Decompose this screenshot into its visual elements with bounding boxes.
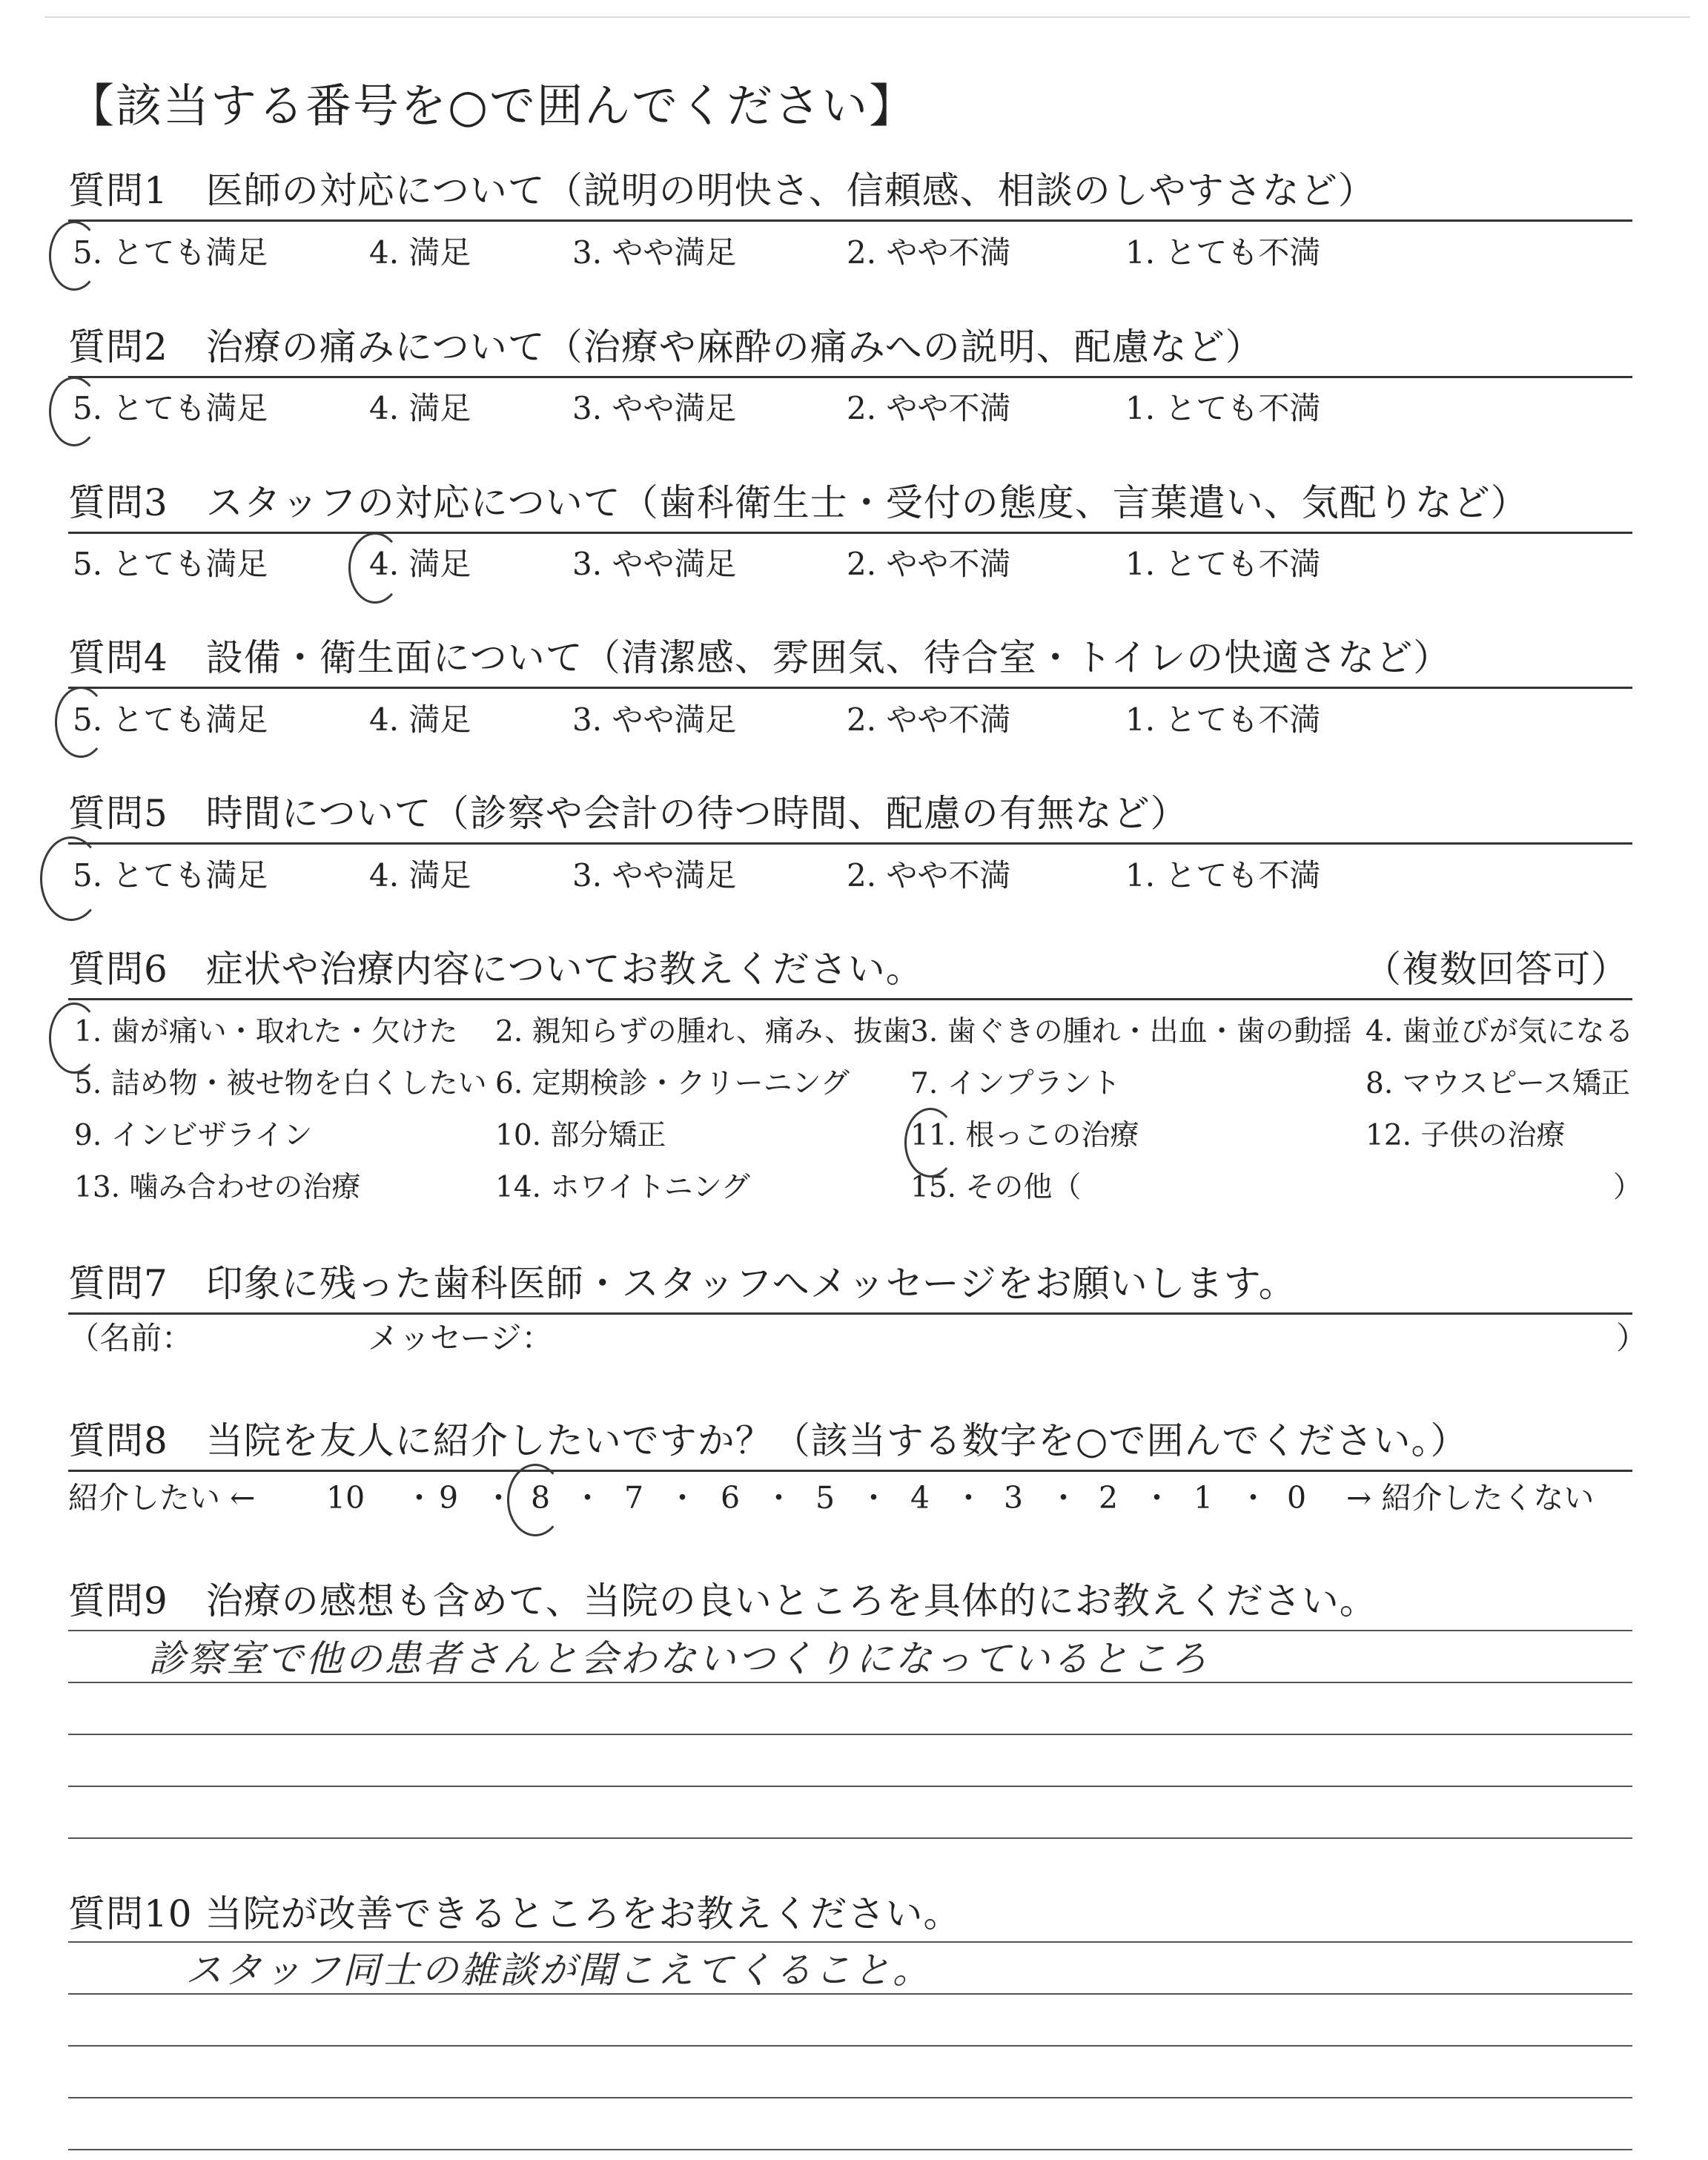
q1-selection-circle xyxy=(49,221,99,291)
q5-underline xyxy=(68,842,1632,845)
q8-sep: ・ xyxy=(404,1480,434,1516)
q7-name-label: （名前： xyxy=(68,1320,193,1356)
q7-title: 質問7 印象に残った歯科医師・スタッフへメッセージをお願いします。 xyxy=(68,1262,1297,1305)
q8-sep: ・ xyxy=(764,1480,794,1516)
q1-option-5[interactable]: 5. とても満足 xyxy=(73,234,268,271)
q5-title: 質問5 時間について（診察や会計の待つ時間、配慮の有無など） xyxy=(68,792,1188,835)
q6-other-close-paren: ） xyxy=(1613,1171,1643,1204)
q7-underline xyxy=(68,1312,1632,1315)
q4-option-1[interactable]: 1. とても不満 xyxy=(1125,701,1321,738)
q3-option-4[interactable]: 4. 満足 xyxy=(369,546,471,582)
q5-option-2[interactable]: 2. やや不満 xyxy=(847,857,1011,894)
q9-handwritten-answer[interactable]: 診察室で他の患者さんと会わないつくりになっているところ xyxy=(148,1637,1209,1680)
q6-selection-circle-11 xyxy=(904,1108,956,1178)
q4-option-3[interactable]: 3. やや満足 xyxy=(572,701,737,738)
q1-option-3[interactable]: 3. やや満足 xyxy=(572,234,737,271)
q10-ruled-line xyxy=(68,2097,1632,2098)
q6-option-10[interactable]: 10. 部分矯正 xyxy=(495,1119,666,1152)
q8-sep: ・ xyxy=(1142,1480,1172,1516)
q9-ruled-line xyxy=(68,1786,1632,1787)
q6-option-9[interactable]: 9. インビザライン xyxy=(74,1119,313,1152)
q6-underline xyxy=(68,998,1632,1000)
q8-scale-7[interactable]: 7 xyxy=(624,1480,644,1516)
q2-option-3[interactable]: 3. やや満足 xyxy=(572,390,737,426)
q6-option-1[interactable]: 1. 歯が痛い・取れた・欠けた xyxy=(74,1015,458,1048)
q8-sep: ・ xyxy=(483,1480,514,1516)
q4-title: 質問4 設備・衛生面について（清潔感、雰囲気、待合室・トイレの快適さなど） xyxy=(68,636,1452,679)
q8-selection-circle xyxy=(507,1464,563,1536)
q8-right-label: → 紹介したくない xyxy=(1346,1480,1595,1516)
q8-scale-3[interactable]: 3 xyxy=(1004,1480,1024,1516)
q6-option-8[interactable]: 8. マウスピース矯正 xyxy=(1366,1067,1630,1100)
q1-option-1[interactable]: 1. とても不満 xyxy=(1125,234,1321,271)
q3-option-3[interactable]: 3. やや満足 xyxy=(572,546,737,582)
q4-underline xyxy=(68,687,1632,689)
q2-option-4[interactable]: 4. 満足 xyxy=(369,390,471,426)
q10-ruled-line xyxy=(68,2045,1632,2047)
q2-option-1[interactable]: 1. とても不満 xyxy=(1125,390,1321,426)
q8-scale-4[interactable]: 4 xyxy=(910,1480,930,1516)
q9-title: 質問9 治療の感想も含めて、当院の良いところを具体的にお教えください。 xyxy=(68,1579,1377,1622)
q9-ruled-line xyxy=(68,1734,1632,1735)
q9-ruled-line xyxy=(68,1630,1632,1631)
q4-option-2[interactable]: 2. やや不満 xyxy=(847,701,1011,738)
q8-scale-5[interactable]: 5 xyxy=(815,1480,835,1516)
page-title: 【該当する番号を○で囲んでください】 xyxy=(68,79,917,133)
q6-option-12[interactable]: 12. 子供の治療 xyxy=(1366,1119,1566,1152)
q6-option-2[interactable]: 2. 親知らずの腫れ、痛み、抜歯 xyxy=(495,1015,912,1048)
q4-option-4[interactable]: 4. 満足 xyxy=(369,701,471,738)
q6-option-11[interactable]: 11. 根っこの治療 xyxy=(910,1119,1139,1152)
q3-selection-circle xyxy=(348,532,402,604)
q2-option-5[interactable]: 5. とても満足 xyxy=(73,390,268,426)
q9-ruled-line xyxy=(68,1682,1632,1683)
q1-option-4[interactable]: 4. 満足 xyxy=(369,234,471,271)
q6-option-15[interactable]: 15. その他（ xyxy=(910,1171,1082,1204)
q6-option-14[interactable]: 14. ホワイトニング xyxy=(495,1171,750,1204)
q8-left-label: 紹介したい ← xyxy=(68,1480,256,1516)
q8-scale-1[interactable]: 1 xyxy=(1194,1480,1214,1516)
q8-scale-9[interactable]: 9 xyxy=(439,1480,459,1516)
q5-option-1[interactable]: 1. とても不満 xyxy=(1125,857,1321,894)
q10-ruled-line xyxy=(68,1993,1632,1995)
q6-option-4[interactable]: 4. 歯並びが気になる xyxy=(1366,1015,1634,1048)
q8-sep: ・ xyxy=(858,1480,889,1516)
top-border xyxy=(44,16,1690,18)
q10-title: 質問10 当院が改善できるところをお教えください。 xyxy=(68,1892,961,1935)
q10-ruled-line xyxy=(68,1941,1632,1943)
q5-option-4[interactable]: 4. 満足 xyxy=(369,857,471,894)
q10-ruled-line xyxy=(68,2149,1632,2150)
q8-underline xyxy=(68,1470,1632,1472)
q5-option-5[interactable]: 5. とても満足 xyxy=(73,857,268,894)
q7-close-paren: ） xyxy=(1616,1320,1648,1356)
q6-option-6[interactable]: 6. 定期検診・クリーニング xyxy=(495,1067,850,1100)
q8-sep: ・ xyxy=(1048,1480,1079,1516)
q3-option-5[interactable]: 5. とても満足 xyxy=(73,546,268,582)
q8-scale-8[interactable]: 8 xyxy=(531,1480,551,1516)
q6-option-3[interactable]: 3. 歯ぐきの腫れ・出血・歯の動揺 xyxy=(910,1015,1352,1048)
q8-scale-0[interactable]: 0 xyxy=(1287,1480,1307,1516)
q10-handwritten-answer[interactable]: スタッフ同士の雑談が聞こえてくること。 xyxy=(185,1949,932,1992)
q8-sep: ・ xyxy=(953,1480,984,1516)
q8-title: 質問8 当院を友人に紹介したいですか？（該当する数字を○で囲んでください。） xyxy=(68,1419,1469,1462)
q3-title: 質問3 スタッフの対応について（歯科衛生士・受付の態度、言葉遣い、気配りなど） xyxy=(68,481,1529,524)
q5-selection-circle xyxy=(40,836,102,921)
q2-title: 質問2 治療の痛みについて（治療や麻酔の痛みへの説明、配慮など） xyxy=(68,326,1263,369)
q7-message-label: メッセージ： xyxy=(368,1320,553,1356)
q2-underline xyxy=(68,376,1632,378)
q6-option-13[interactable]: 13. 噛み合わせの治療 xyxy=(74,1171,361,1204)
q2-option-2[interactable]: 2. やや不満 xyxy=(847,390,1011,426)
q6-option-5[interactable]: 5. 詰め物・被せ物を白くしたい xyxy=(74,1067,487,1100)
q1-option-2[interactable]: 2. やや不満 xyxy=(847,234,1011,271)
q3-underline xyxy=(68,532,1632,534)
q1-underline xyxy=(68,219,1632,222)
q8-scale-10[interactable]: 10 xyxy=(326,1480,365,1516)
q1-title: 質問1 医師の対応について（説明の明快さ、信頼感、相談のしやすさなど） xyxy=(68,169,1376,212)
q3-option-2[interactable]: 2. やや不満 xyxy=(847,546,1011,582)
q6-multiple-note: （複数回答可） xyxy=(1364,948,1629,991)
q8-scale-2[interactable]: 2 xyxy=(1099,1480,1119,1516)
q8-sep: ・ xyxy=(1238,1480,1268,1516)
q3-option-1[interactable]: 1. とても不満 xyxy=(1125,546,1321,582)
q6-selection-circle-1 xyxy=(49,1003,99,1074)
q9-ruled-line xyxy=(68,1837,1632,1839)
q8-scale-6[interactable]: 6 xyxy=(721,1480,741,1516)
q8-sep: ・ xyxy=(667,1480,698,1516)
q2-selection-circle xyxy=(49,377,99,446)
q6-option-7[interactable]: 7. インプラント xyxy=(910,1067,1121,1100)
q4-option-5[interactable]: 5. とても満足 xyxy=(73,701,268,738)
q5-option-3[interactable]: 3. やや満足 xyxy=(572,857,737,894)
q4-selection-circle xyxy=(55,687,107,758)
q8-sep: ・ xyxy=(572,1480,603,1516)
q6-title: 質問6 症状や治療内容についてお教えください。 xyxy=(68,948,924,991)
